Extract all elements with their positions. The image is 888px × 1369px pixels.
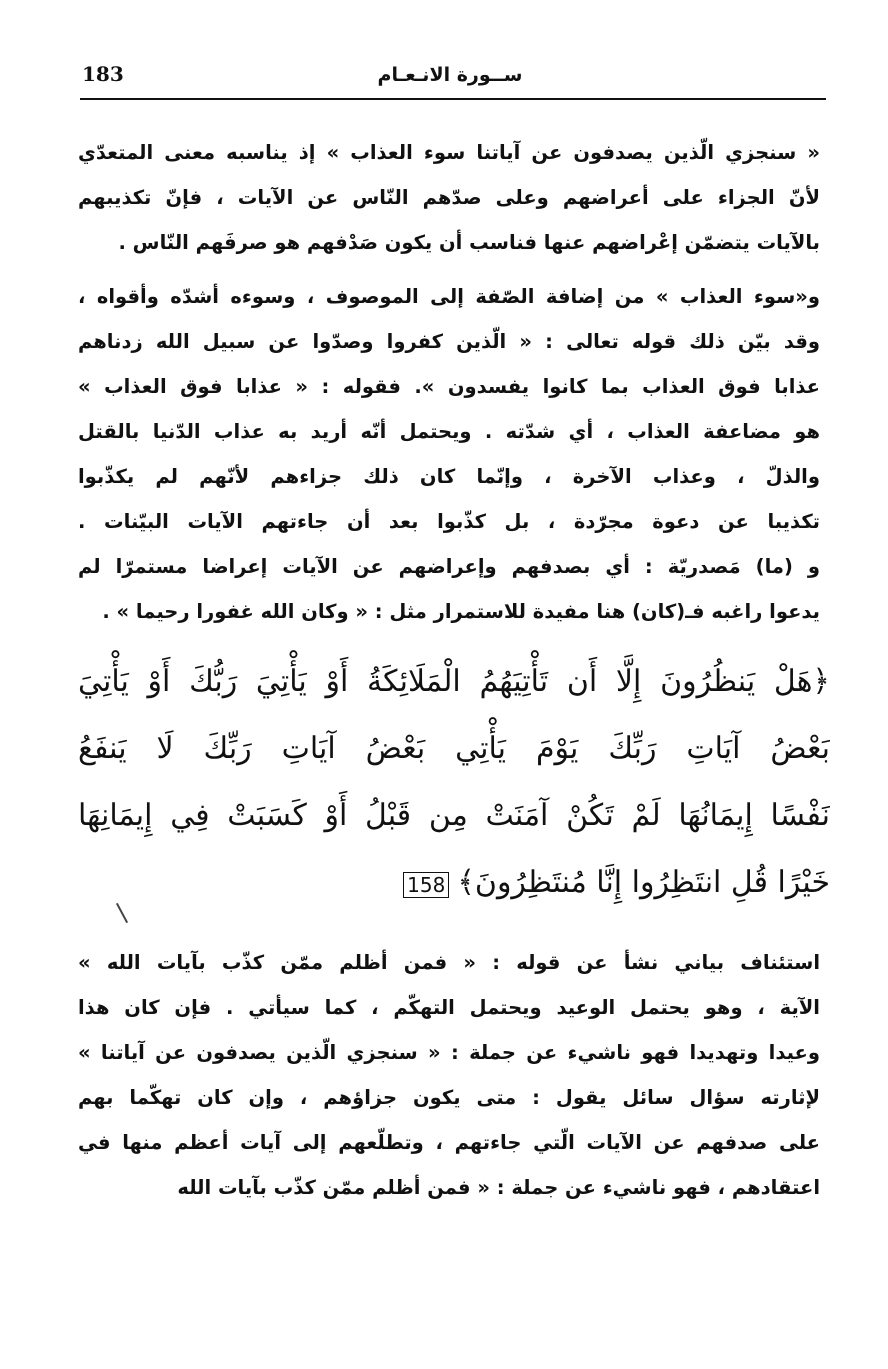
text-line: على صدفهم عن الآيات الّتي جاءتهم ، وتطلّعهم إلى آيات أعظم منها في [78, 1131, 820, 1154]
text-line: عذابا فوق العذاب بما كانوا يفسدون ». فقوله : « عذابا فوق العذاب » [78, 375, 820, 398]
verse-line-text: خَيْرًا قُلِ انتَظِرُوا إِنَّا مُنتَظِرُونَ﴾ [457, 865, 830, 900]
text-line: وقد بيّن ذلك قوله تعالى : « الّذين كفروا وصدّوا عن سبيل الله زدناهم [78, 330, 820, 353]
verse-number: 158 [403, 872, 449, 898]
text-line: و (ما) مَصدريّة : أي بصدفهم وإعراضهم عن الآيات إعراضا مستمرّا لم [78, 555, 820, 578]
verse-line: ﴿هَلْ يَنظُرُونَ إِلَّا أَن تَأْتِيَهُمُ الْمَلَائِكَةُ أَوْ يَأْتِيَ رَبُّكَ أَوْ يَأْتِيَ [78, 664, 830, 699]
text-line: يدعوا راغبه فـ(كان) هنا مفيدة للاستمرار مثل : « وكان الله غفورا رحيما » . [102, 600, 820, 623]
text-line: « سنجزي الّذين يصدفون عن آياتنا سوء العذاب » إذ يناسبه معنى المتعدّي [78, 141, 820, 164]
text-line: لإثارته سؤال سائل يقول : متى يكون جزاؤهم ، وإن كان تهكّما بهم [78, 1086, 820, 1109]
text-line: استئناف بياني نشأ عن قوله : « فمن أظلم ممّن كذّب بآيات الله » [78, 951, 820, 974]
text-line: الآية ، وهو يحتمل الوعيد ويحتمل التهكّم ، كما سيأتي . فإن كان هذا [78, 996, 820, 1019]
text-line: و«سوء العذاب » من إضافة الصّفة إلى الموصوف ، وسوءه أشدّه وأقواه ، [78, 285, 820, 308]
verse-line [78, 849, 830, 919]
text-line: هو مضاعفة العذاب ، أي شدّته . ويحتمل أنّه أريد به عذاب الدّنيا بالقتل [78, 420, 820, 443]
paragraph-1 [78, 130, 820, 265]
header-rule [80, 98, 826, 100]
verse-line: نَفْسًا إِيمَانُهَا لَمْ تَكُنْ آمَنَتْ مِن قَبْلُ أَوْ كَسَبَتْ فِي إِيمَانِهَا [78, 798, 830, 833]
text-line: اعتقادهم ، فهو ناشيء عن جملة : « فمن أظلم ممّن كذّب بآيات الله [177, 1176, 820, 1199]
text-line: والذلّ ، وعذاب الآخرة ، وإنّما كان ذلك جزاءهم لأنّهم لم يكذّبوا [78, 465, 820, 488]
paragraph-3 [78, 940, 820, 1210]
text-line: بالآيات يتضمّن إعْراضهم عنها فناسب أن يكون صَدْفهم هو صرفَهم النّاس . [118, 231, 820, 254]
running-title: ســورة الانـعـام [377, 64, 523, 86]
text-line: تكذيبا عن دعوة مجرّدة ، بل كذّبوا بعد أن جاءتهم الآيات البيّنات . [78, 510, 820, 533]
paragraph-2 [78, 274, 820, 634]
quran-verse [78, 648, 830, 919]
text-line: لأنّ الجزاء على أعراضهم وعلى صدّهم النّاس عن الآيات ، فإنّ تكذيبهم [78, 186, 820, 209]
page-number: 183 [82, 62, 124, 86]
verse-line: بَعْضُ آيَاتِ رَبِّكَ يَوْمَ يَأْتِي بَعْضُ آيَاتِ رَبِّكَ لَا يَنفَعُ [78, 731, 830, 766]
text-line: وعيدا وتهديدا فهو ناشيء عن جملة : « سنجزي الّذين يصدفون عن آياتنا » [78, 1041, 820, 1064]
